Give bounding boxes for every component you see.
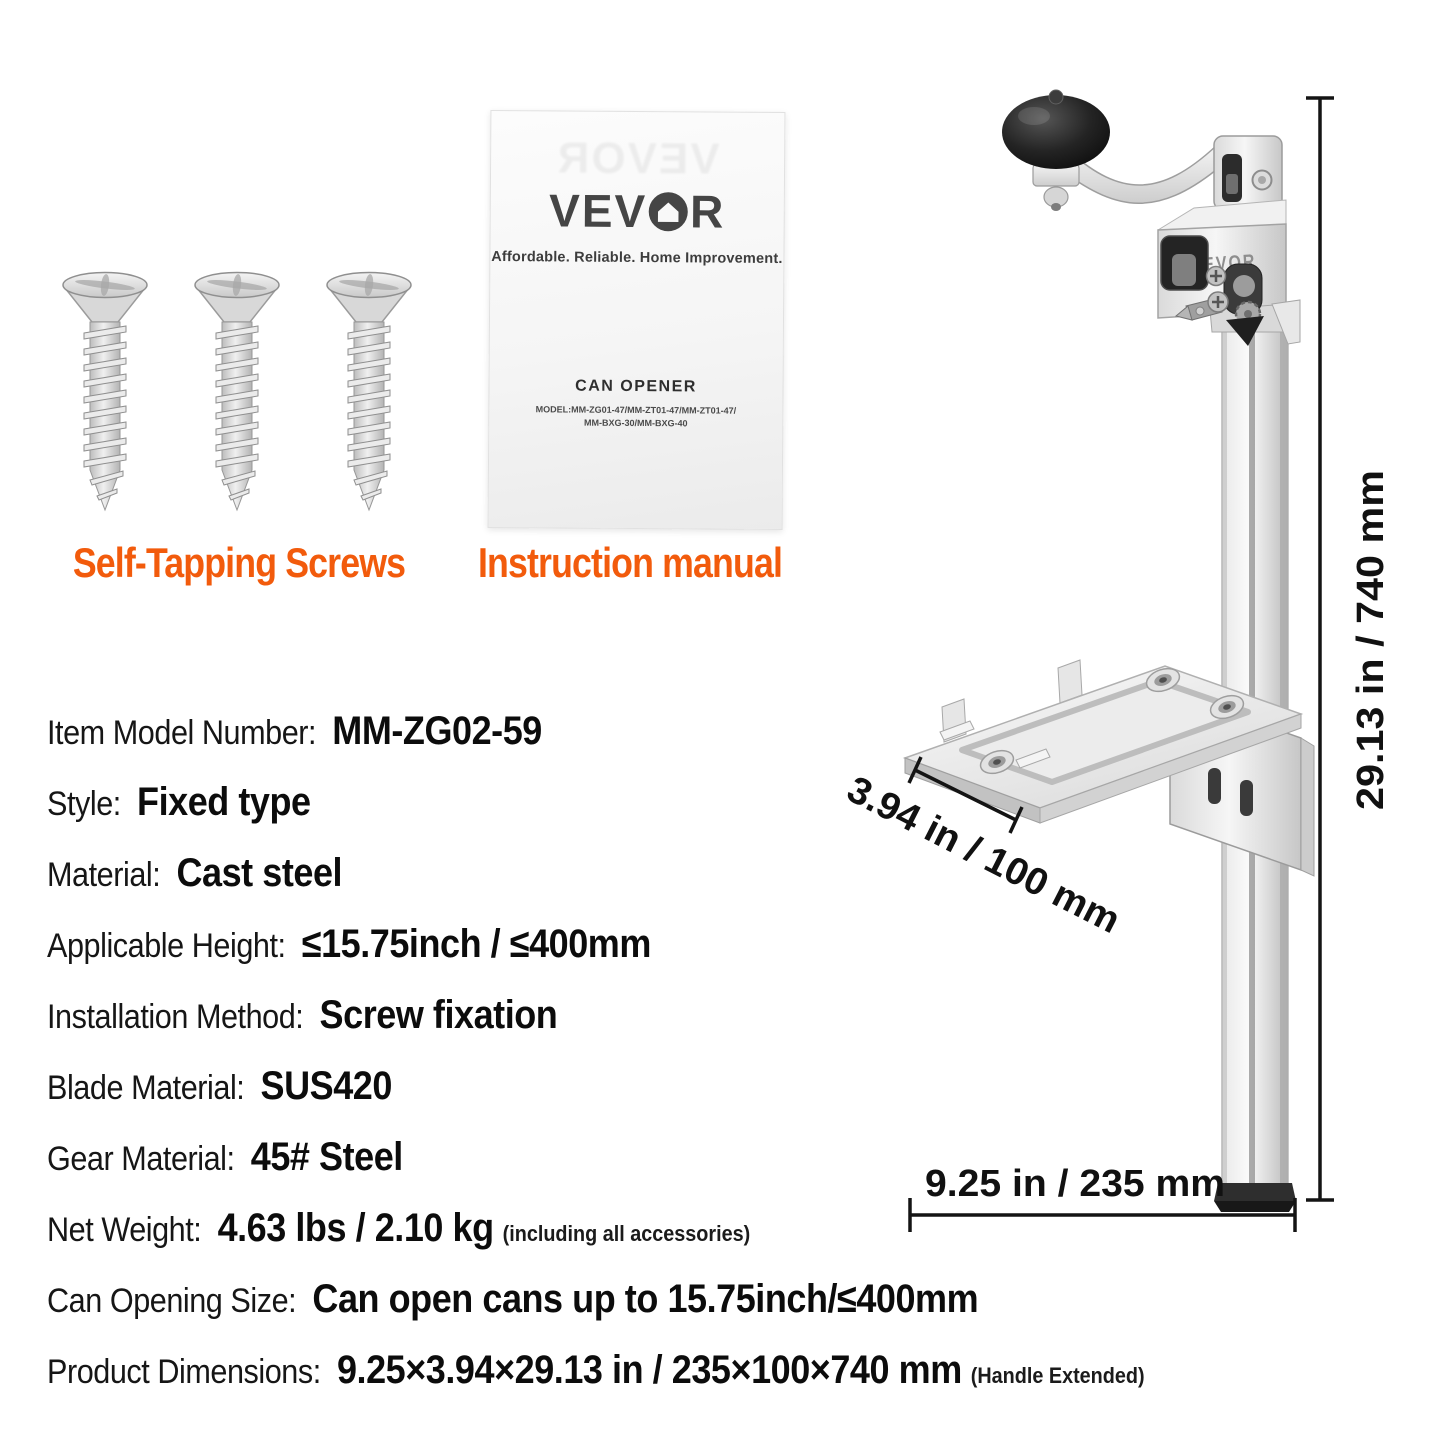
spec-value: Cast steel	[176, 851, 343, 895]
spec-label: Blade Material:	[47, 1069, 245, 1107]
logo-letter-r: R	[689, 185, 726, 238]
dimension-height-label: 29.13 in / 740 mm	[1350, 497, 1392, 810]
spec-note: (including all accessories)	[502, 1221, 751, 1246]
spec-label: Product Dimensions:	[47, 1353, 321, 1391]
spec-value: MM-ZG02-59	[332, 709, 542, 753]
spec-label: Can Opening Size:	[47, 1282, 297, 1320]
manual-model-line2: MM-BXG-30/MM-BXG-40	[583, 417, 688, 429]
screw-1	[63, 273, 147, 511]
manual-tagline: Affordable. Reliable. Home Improvement.	[491, 248, 783, 268]
bracket-slot	[1240, 780, 1253, 816]
manual-model-line1: MODEL:MM-ZG01-47/MM-ZT01-47/MM-ZT01-47/	[535, 404, 737, 416]
spec-value: SUS420	[260, 1064, 392, 1108]
manual-model-numbers	[489, 403, 782, 431]
dimension-width-label: 9.25 in / 235 mm	[925, 1163, 1225, 1205]
bar-foot-cap	[1214, 1183, 1296, 1201]
spec-label: Installation Method:	[47, 998, 304, 1036]
spec-label: Item Model Number:	[47, 714, 317, 752]
spec-label: Net Weight:	[47, 1211, 202, 1249]
logo-letters-vev: VEV	[548, 184, 648, 238]
spec-value: 4.63 lbs / 2.10 kg	[217, 1206, 494, 1250]
spec-label: Material:	[47, 856, 161, 894]
instruction-manual-sheet	[488, 110, 786, 530]
spec-value: Can open cans up to 15.75inch/≤400mm	[312, 1277, 979, 1321]
manual-caption: Instruction manual	[477, 539, 783, 586]
logo-o-house-icon	[648, 191, 689, 232]
spec-value: 9.25×3.94×29.13 in / 235×100×740 mm	[336, 1348, 962, 1392]
spec-label: Applicable Height:	[47, 927, 286, 965]
spec-value: ≤15.75inch / ≤400mm	[301, 922, 651, 966]
screws-caption: Self-Tapping Screws	[72, 539, 406, 586]
screw-3	[327, 273, 411, 511]
spec-note: (Handle Extended)	[970, 1363, 1145, 1388]
dimension-depth-label: 3.94 in / 100 mm	[840, 768, 1120, 939]
spec-value: Fixed type	[137, 780, 311, 824]
head-engraving: VEVOR	[1189, 249, 1274, 278]
screw-2	[195, 273, 279, 511]
spec-row-opening-size	[47, 1264, 1145, 1335]
spec-value: Screw fixation	[319, 993, 558, 1037]
self-tapping-screws-image	[57, 270, 419, 526]
bracket-slot	[1208, 768, 1221, 804]
spec-label: Style:	[47, 785, 121, 823]
handle-knob	[1002, 90, 1110, 211]
vevor-logo	[491, 184, 784, 238]
spec-label: Gear Material:	[47, 1140, 235, 1178]
manual-ghost-watermark: VEVOR	[555, 133, 720, 184]
spec-value: 45# Steel	[250, 1135, 403, 1179]
dimension-height	[1306, 98, 1334, 1200]
manual-title: CAN OPENER	[575, 377, 697, 396]
can-opener-product-image	[820, 80, 1410, 1250]
spec-row-dimensions	[47, 1335, 1145, 1406]
